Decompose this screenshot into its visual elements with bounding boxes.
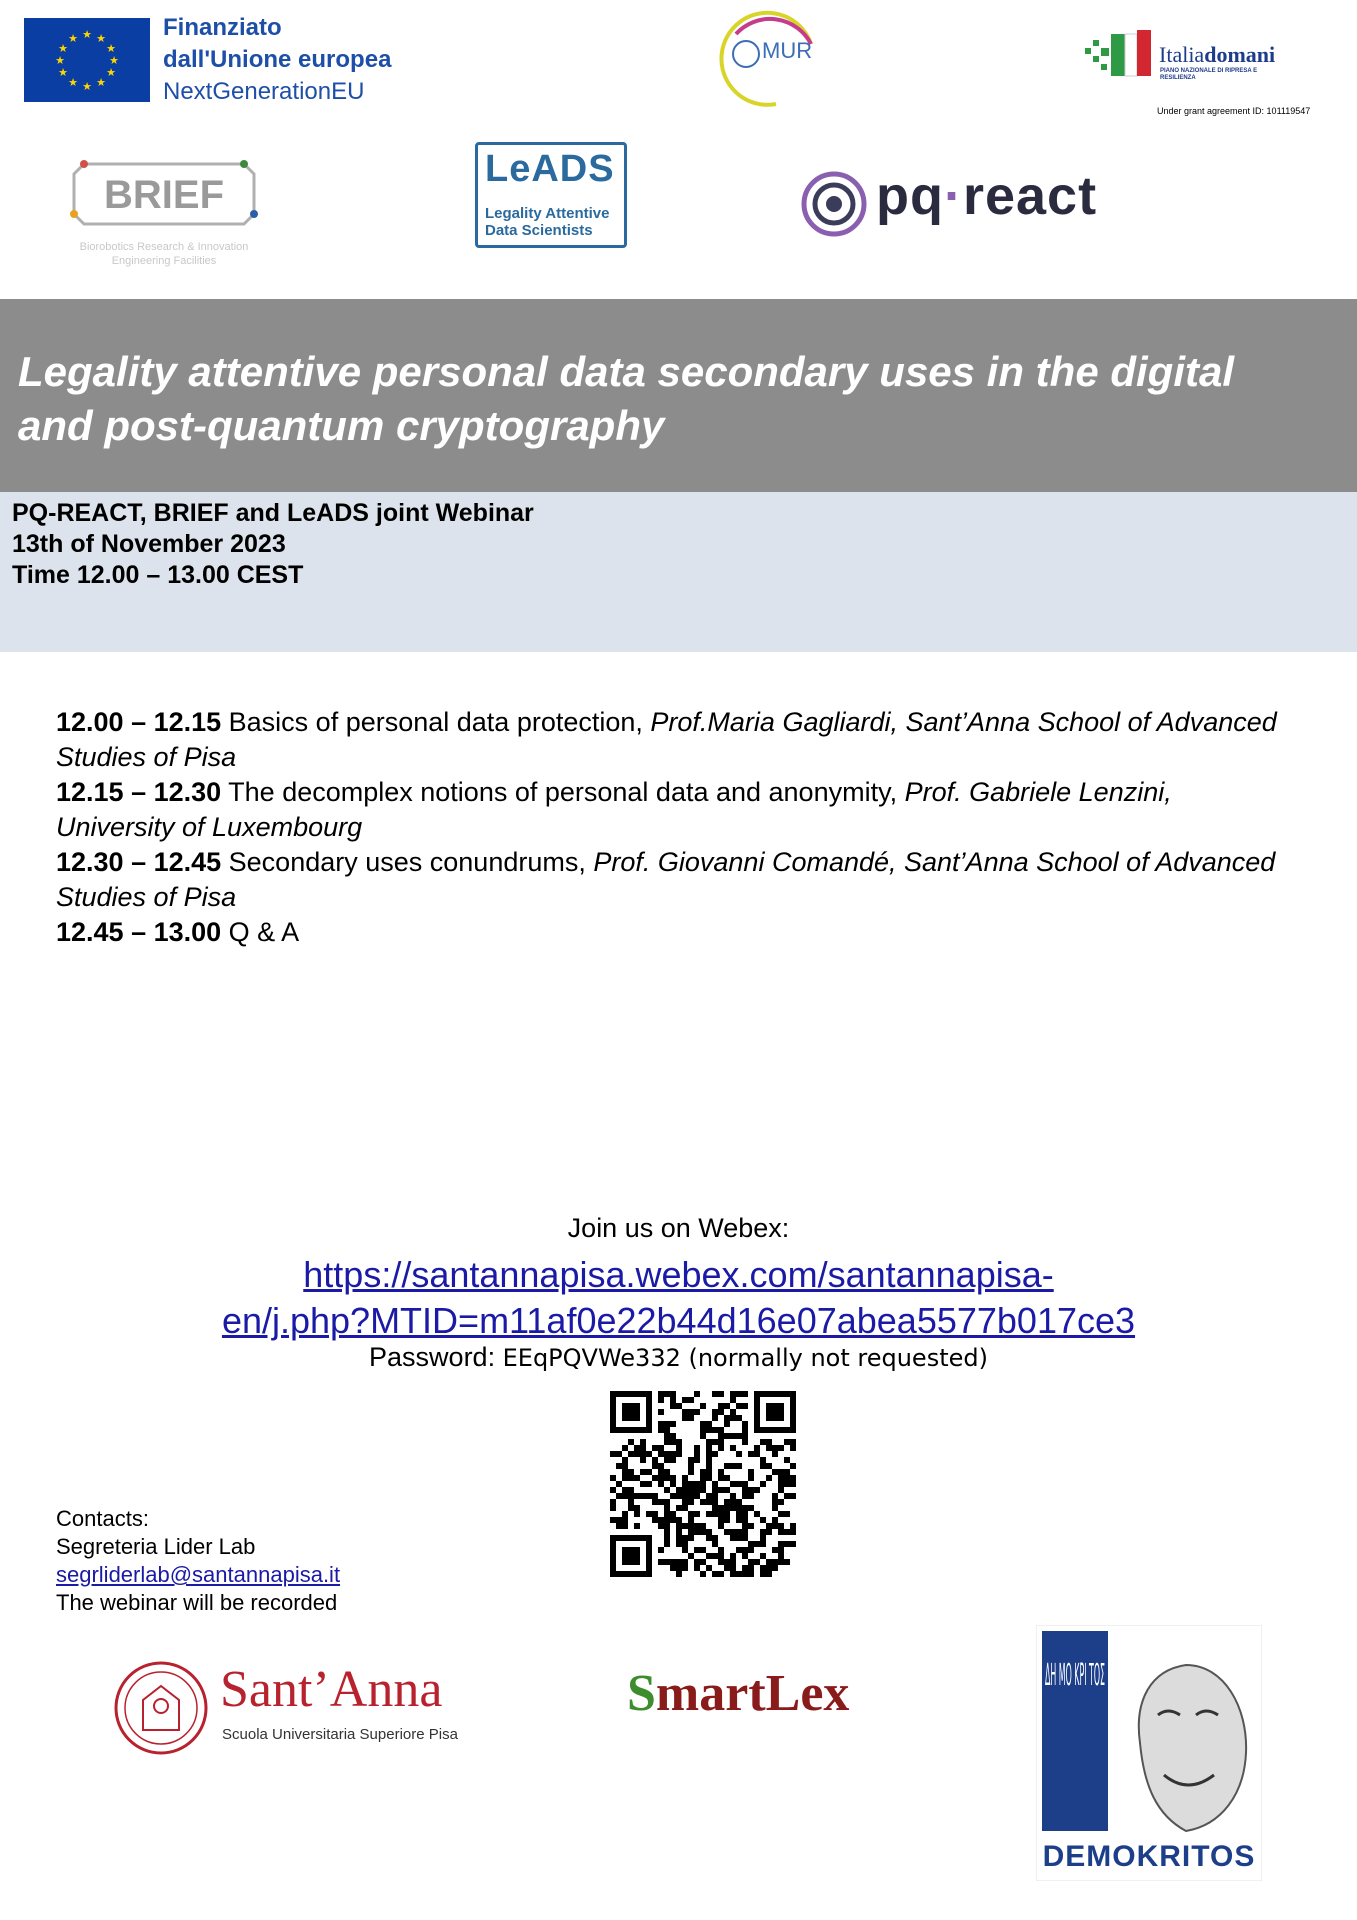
- agenda-speaker: Prof. Gabriele Lenzini, University of Luxembourg: [56, 777, 1172, 842]
- italiadomani-name-b: domani: [1204, 42, 1276, 67]
- password-label: Password:: [369, 1342, 496, 1372]
- svg-text:★: ★: [96, 76, 106, 89]
- pq-label-a: pq: [876, 166, 944, 226]
- title-line2: and post-quantum cryptography: [18, 402, 665, 449]
- agenda-topic: Basics of personal data protection,: [221, 707, 651, 737]
- svg-text:★: ★: [82, 28, 92, 41]
- demokritos-label: DEMOKRITOS: [1042, 1840, 1256, 1873]
- join-webex-text: Join us on Webex:: [567, 1213, 790, 1243]
- pq-label-dot: ·: [943, 166, 963, 226]
- leads-subtitle: [485, 205, 609, 239]
- qr-code[interactable]: [610, 1391, 796, 1577]
- pq-react-mark-icon: [800, 170, 868, 238]
- recording-note: The webinar will be recorded: [56, 1590, 338, 1615]
- event-time: Time 12.00 – 13.00 CEST: [12, 561, 304, 589]
- italiadomani-name: [1159, 42, 1275, 68]
- svg-text:★: ★: [82, 80, 92, 93]
- eu-funding-text: [163, 12, 391, 108]
- eu-stars-icon: [24, 18, 150, 102]
- svg-text:★: ★: [106, 66, 116, 79]
- agenda-time: 12.45 – 13.00: [56, 917, 222, 947]
- brief-logo: [64, 152, 264, 236]
- eu-flag-logo: [24, 18, 150, 102]
- agenda-item: [56, 915, 1296, 950]
- demokritos-greek: ΔΗ ΜΟ ΚΡΙ ΤΟΣ: [1045, 1658, 1105, 1693]
- eu-line3: NextGenerationEU: [163, 78, 365, 105]
- leads-title: LeADS: [485, 148, 615, 190]
- smartlex-logo: [627, 1664, 849, 1723]
- contacts-name: Segreteria Lider Lab: [56, 1534, 256, 1559]
- eu-line2: dall'Unione europea: [163, 46, 392, 73]
- agenda-item: [56, 845, 1296, 915]
- title-line1: Legality attentive personal data secondary uses in the digital: [18, 348, 1235, 395]
- italiadomani-name-a: Italia: [1159, 42, 1205, 67]
- eu-line1: Finanziato: [163, 14, 282, 41]
- svg-text:★: ★: [58, 66, 68, 79]
- brief-label: BRIEF: [104, 173, 224, 217]
- svg-text:★: ★: [68, 76, 78, 89]
- santanna-name: Sant’Anna: [220, 1661, 443, 1718]
- agenda-time: 12.15 – 12.30: [56, 777, 222, 807]
- agenda-list: [56, 705, 1296, 950]
- event-name: PQ-REACT, BRIEF and LeADS joint Webinar: [12, 499, 534, 527]
- svg-text:★: ★: [68, 32, 78, 45]
- pq-react-label: [876, 165, 1097, 227]
- grant-agreement-text: Under grant agreement ID: 101119547: [1157, 106, 1311, 116]
- agenda-item: [56, 775, 1296, 845]
- agenda-topic: Q & A: [221, 917, 300, 947]
- contacts-heading: Contacts:: [56, 1506, 149, 1531]
- italiadomani-flag-icon: [1085, 30, 1155, 80]
- contacts-block: [56, 1505, 340, 1617]
- mur-label: MUR: [762, 38, 813, 63]
- brief-subtitle: Biorobotics Research & Innovation Engineering Facilities: [79, 241, 249, 267]
- smartlex-rest: martLex: [655, 1665, 850, 1722]
- svg-text:★: ★: [96, 32, 106, 45]
- santanna-subtitle: Scuola Universitaria Superiore Pisa: [222, 1726, 458, 1743]
- italiadomani-subtitle: PIANO NAZIONALE DI RIPRESA E RESILIENZA: [1160, 68, 1258, 81]
- svg-text:★: ★: [109, 54, 119, 67]
- leads-sub-line2: Data Scientists: [485, 222, 593, 239]
- page-title: [18, 345, 1348, 453]
- webex-link-line1[interactable]: https://santannapisa.webex.com/santannapisa-: [303, 1254, 1054, 1295]
- santanna-seal-icon: [113, 1660, 209, 1756]
- webex-link-line2[interactable]: en/j.php?MTID=m11af0e22b44d16e07abea5577b017ce3: [221, 1300, 1136, 1341]
- event-date: 13th of November 2023: [12, 530, 286, 558]
- leads-sub-line1: Legality Attentive: [485, 205, 610, 222]
- agenda-time: 12.30 – 12.45: [56, 847, 222, 877]
- agenda-speaker: Prof.Maria Gagliardi, Sant’Anna School of Advanced Studies of Pisa: [56, 707, 1277, 772]
- password-value: EEqPQVWe332 (normally not requested): [502, 1344, 988, 1372]
- smartlex-first: S: [627, 1665, 656, 1722]
- webex-password: [0, 1342, 1357, 1373]
- svg-text:★: ★: [106, 42, 116, 55]
- webex-link[interactable]: [0, 1252, 1357, 1344]
- pq-label-b: react: [962, 166, 1098, 226]
- event-info: [12, 498, 534, 591]
- svg-text:★: ★: [55, 54, 65, 67]
- agenda-time: 12.00 – 12.15: [56, 707, 222, 737]
- agenda-topic: The decomplex notions of personal data and anonymity,: [221, 777, 905, 807]
- contacts-email-link[interactable]: segrliderlab@santannapisa.it: [56, 1562, 341, 1587]
- agenda-item: [56, 705, 1296, 775]
- agenda-topic: Secondary uses conundrums,: [221, 847, 594, 877]
- agenda-speaker: Prof. Giovanni Comandé, Sant’Anna School of Advanced Studies of Pisa: [56, 847, 1276, 912]
- svg-text:★: ★: [58, 42, 68, 55]
